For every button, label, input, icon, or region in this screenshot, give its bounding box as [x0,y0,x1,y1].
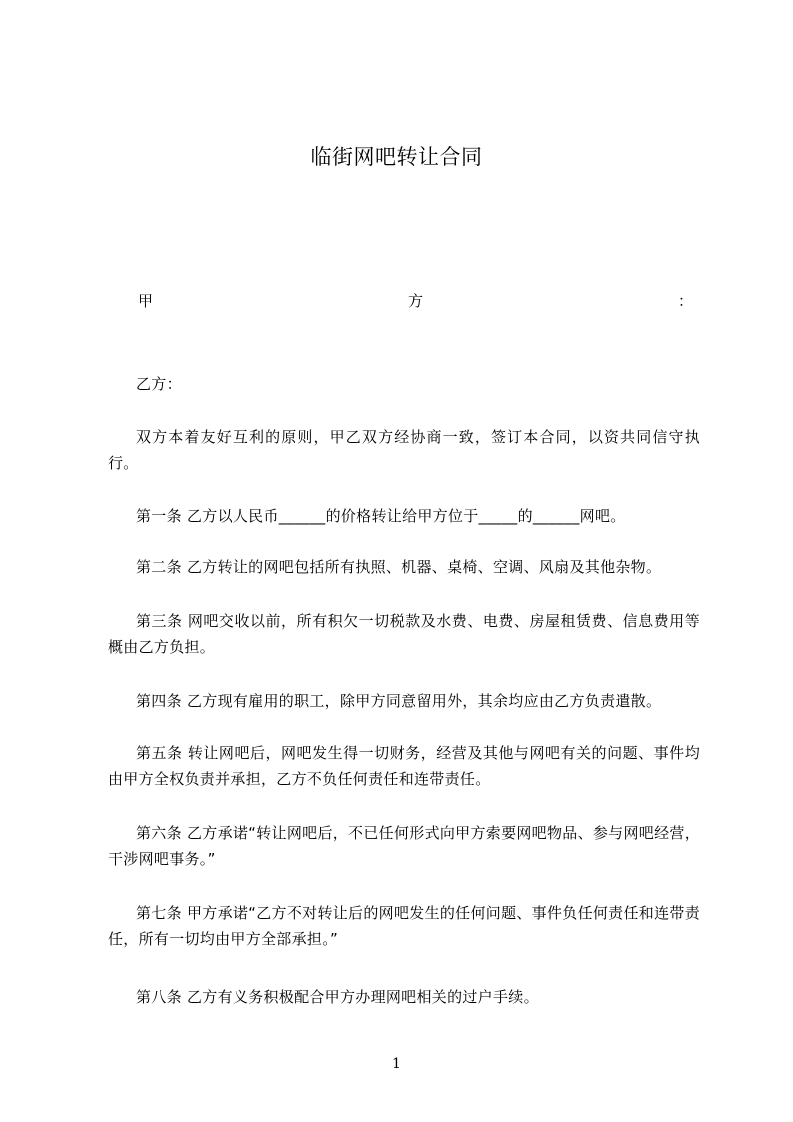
document-title: 临街网吧转让合同 [310,145,483,169]
article-7: 第七条 甲方承诺“乙方不对转让后的网吧发生的任何问题、事件负任何责任和连带责任，所有一切均由甲方全部承担。” [108,904,700,948]
article-6: 第六条 乙方承诺“转让网吧后，不已任何形式向甲方索要网吧物品、参与网吧经营，干涉网吧事务。” [108,824,700,868]
party-a-line [138,290,693,312]
article-5: 第五条 转让网吧后，网吧发生得一切财务，经营及其他与网吧有关的问题、事件均由甲方全权负责并承担，乙方不负任何责任和连带责任。 [108,744,700,788]
party-a-colon: ： [677,292,693,310]
article-3: 第三条 网吧交收以前，所有积欠一切税款及水费、电费、房屋租赁费、信息费用等概由乙方负担。 [108,612,700,656]
party-b-line: 乙方： [136,375,182,393]
party-a-char-2: 方 [407,292,423,310]
article-4: 第四条 乙方现有雇用的职工，除甲方同意留用外，其余均应由乙方负责遣散。 [136,692,662,710]
article-8: 第八条 乙方有义务积极配合甲方办理网吧相关的过户手续。 [136,988,539,1006]
article-2: 第二条 乙方转让的网吧包括所有执照、机器、桌椅、空调、风扇及其他杂物。 [136,558,662,576]
page-number: 1 [392,1056,401,1072]
party-a-char-1: 甲 [138,292,154,310]
article-1: 第一条 乙方以人民币______的价格转让给甲方位于_____的______网吧。 [136,507,626,525]
preamble-paragraph: 双方本着友好互利的原则，甲乙双方经协商一致，签订本合同，以资共同信守执行。 [108,428,700,472]
